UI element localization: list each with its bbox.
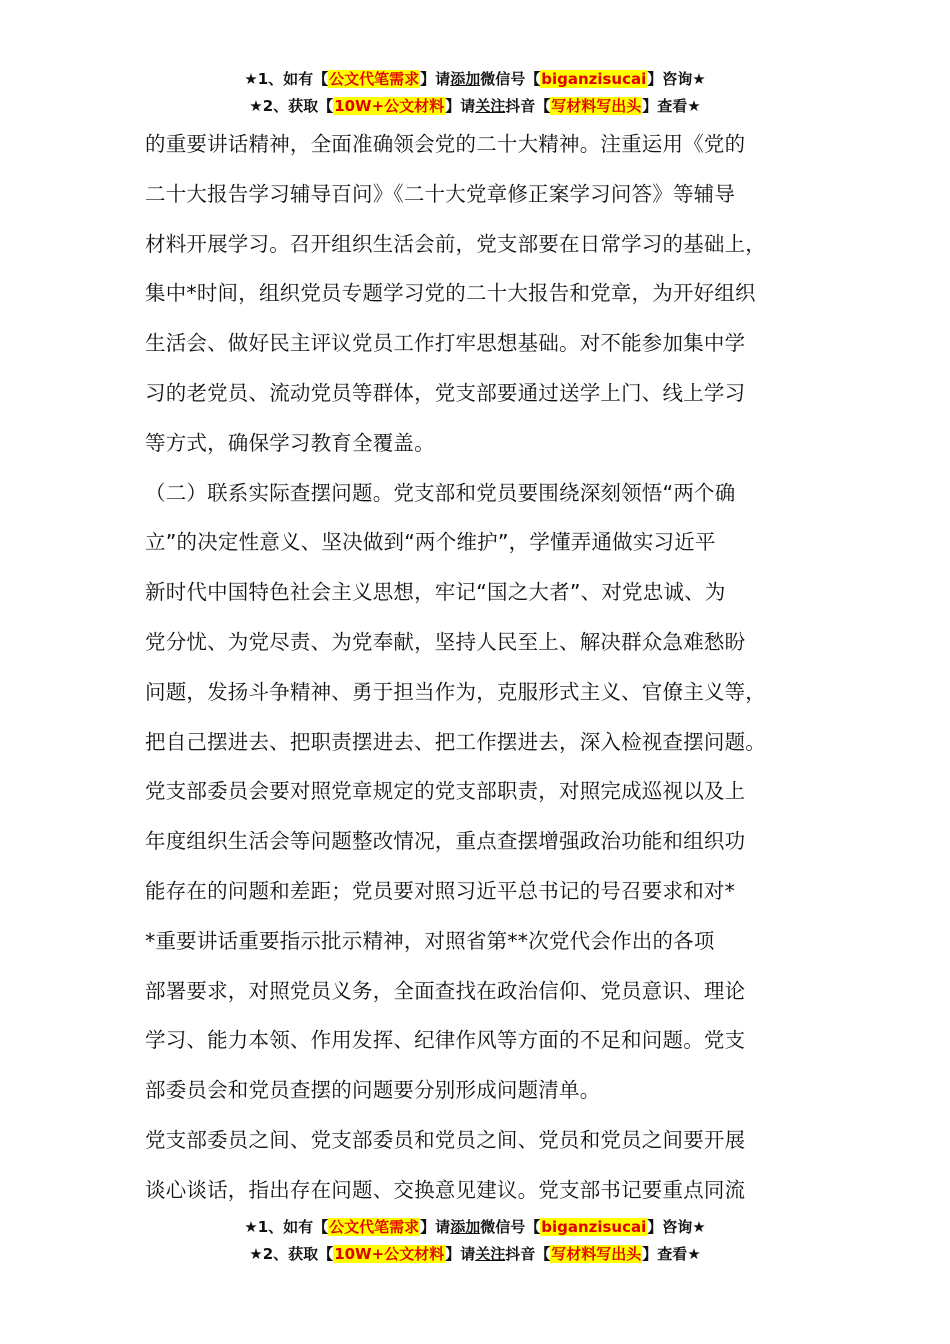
text-line: 党分忧、为党尽责、为党奉献，坚持人民至上、解决群众急难愁盼 — [145, 629, 746, 654]
banner-text: ★2、获取【 — [249, 97, 334, 115]
banner-text: 】咨询★ — [647, 1218, 706, 1236]
text-line: 学习、能力本领、作用发挥、纪律作风等方面的不足和问题。党支 — [145, 1028, 746, 1053]
banner-underlined-text: 添加 — [450, 70, 481, 88]
paragraph — [145, 469, 845, 1116]
text-line: 党支部委员会要对照党章规定的党支部职责，对照完成巡视以及上 — [145, 779, 746, 804]
banner-text: 】请 — [420, 70, 451, 88]
banner-text: 微信号【 — [480, 1218, 541, 1236]
highlight-materials: 10W+公文材料 — [334, 1245, 445, 1263]
text-line: 新时代中国特色社会主义思想，牢记“国之大者”、对党忠诚、为 — [145, 580, 726, 605]
highlight-wechat-id: biganzisucai — [541, 70, 647, 88]
highlight-wechat-id: biganzisucai — [541, 1218, 647, 1236]
highlight-materials: 10W+公文材料 — [334, 97, 445, 115]
highlight-douyin-account: 写材料写出头 — [551, 97, 642, 115]
banner-text: 】请 — [445, 97, 476, 115]
banner-text: 】请 — [420, 1218, 451, 1236]
banner-text: 抖音【 — [505, 97, 551, 115]
banner-underlined-text: 关注 — [475, 1245, 506, 1263]
banner-underlined-text: 添加 — [450, 1218, 481, 1236]
text-line: 党支部委员之间、党支部委员和党员之间、党员和党员之间要开展 — [145, 1127, 746, 1152]
banner-underlined-text: 关注 — [475, 97, 506, 115]
highlight-service: 公文代笔需求 — [329, 70, 420, 88]
banner-line-2 — [0, 1241, 950, 1268]
banner-text: 】请 — [445, 1245, 476, 1263]
document-body — [145, 120, 845, 1216]
banner-line-1 — [0, 66, 950, 93]
text-line: 年度组织生活会等问题整改情况，重点查摆增强政治功能和组织功 — [145, 829, 746, 854]
text-line: 部署要求，对照党员义务，全面查找在政治信仰、党员意识、理论 — [145, 978, 746, 1003]
bottom-banner — [0, 1214, 950, 1268]
banner-text: ★2、获取【 — [249, 1245, 334, 1263]
banner-text: 】查看★ — [642, 1245, 701, 1263]
text-line: 谈心谈话，指出存在问题、交换意见建议。党支部书记要重点同流 — [145, 1177, 746, 1202]
text-line: 生活会、做好民主评议党员工作打牢思想基础。对不能参加集中学 — [145, 331, 746, 356]
text-line: 习的老党员、流动党员等群体，党支部要通过送学上门、线上学习 — [145, 380, 746, 405]
text-line: 立”的决定性意义、坚决做到“两个维护”，学懂弄通做实习近平 — [145, 530, 716, 555]
text-line: 问题，发扬斗争精神、勇于担当作为，克服形式主义、官僚主义等， — [145, 679, 766, 704]
highlight-service: 公文代笔需求 — [329, 1218, 420, 1236]
text-line: 能存在的问题和差距；党员要对照习近平总书记的号召要求和对* — [145, 878, 736, 903]
banner-text: 微信号【 — [480, 70, 541, 88]
banner-line-1 — [0, 1214, 950, 1241]
text-line: 二十大报告学习辅导百问》《二十大党章修正案学习问答》等辅导 — [145, 181, 736, 206]
paragraph — [145, 120, 845, 469]
paragraph — [145, 1116, 845, 1216]
text-line: （二）联系实际查摆问题。党支部和党员要围绕深刻领悟“两个确 — [145, 480, 736, 505]
banner-text: ★1、如有【 — [244, 70, 329, 88]
text-line: 集中*时间，组织党员专题学习党的二十大报告和党章，为开好组织 — [145, 281, 756, 306]
text-line: 的重要讲话精神，全面准确领会党的二十大精神。注重运用《党的 — [145, 132, 746, 156]
banner-line-2 — [0, 93, 950, 120]
text-line: *重要讲话重要指示批示精神，对照省第**次党代会作出的各项 — [145, 928, 715, 953]
text-line: 材料开展学习。召开组织生活会前，党支部要在日常学习的基础上， — [145, 231, 766, 256]
text-line: 部委员会和党员查摆的问题要分别形成问题清单。 — [145, 1078, 601, 1103]
banner-text: 抖音【 — [505, 1245, 551, 1263]
banner-text: ★1、如有【 — [244, 1218, 329, 1236]
banner-text: 】查看★ — [642, 97, 701, 115]
top-banner — [0, 66, 950, 120]
text-line: 等方式，确保学习教育全覆盖。 — [145, 430, 435, 455]
highlight-douyin-account: 写材料写出头 — [551, 1245, 642, 1263]
text-line: 把自己摆进去、把职责摆进去、把工作摆进去，深入检视查摆问题。 — [145, 729, 766, 754]
banner-text: 】咨询★ — [647, 70, 706, 88]
